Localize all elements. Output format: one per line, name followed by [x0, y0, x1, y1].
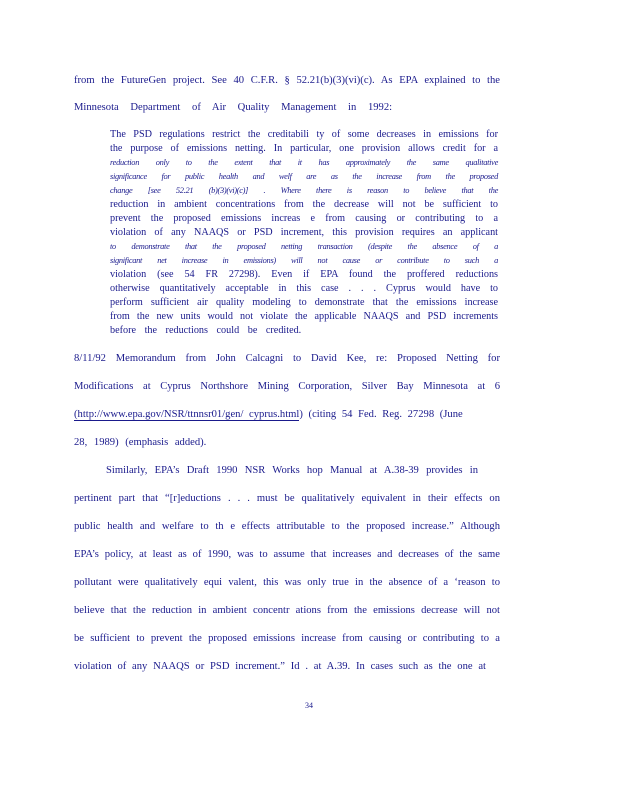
quote-line: violation of any NAAQS or PSD increment, this provision requires an applicant [110, 227, 498, 238]
quote-line: reduction only to the extent that it has approximately the same qualitative [110, 158, 498, 167]
citation-text: ) (citing 54 Fed. Reg. 27298 (June [299, 409, 463, 420]
quote-line: change [see 52.21 (b)(3)(vi)(c)] . Where there is reason to believe that the [110, 186, 498, 195]
text-line [74, 408, 500, 421]
quote-line: significant net increase in emissions) will not cause or contribute to such a [110, 256, 498, 265]
text-line: Similarly, EPA’s Draft 1990 NSR Works hop Manual at A.38-39 provides in [106, 465, 478, 476]
text-line: be sufficient to prevent the proposed emissions increase from causing or contributing to a [74, 633, 500, 644]
quote-line: prevent the proposed emissions increas e from causing or contributing to a [110, 213, 498, 224]
quote-line: The PSD regulations restrict the creditabili ty of some decreases in emissions for [110, 129, 498, 140]
quote-line: the purpose of emissions netting. In particular, one provision allows credit for a [110, 143, 498, 154]
citation-url-link[interactable]: (http://www.epa.gov/NSR/ttnnsr01/gen/ cyprus.html [74, 409, 300, 420]
quote-line: reduction in ambient concentrations from the decrease will not be sufficient to [110, 199, 498, 210]
quote-line: to demonstrate that the proposed netting transaction (despite the absence of a [110, 242, 498, 251]
text-line: pollutant were qualitatively equi valent, this was only true in the absence of a ‘reason to [74, 577, 500, 588]
quote-line: before the reductions could be credited. [110, 325, 302, 336]
quote-line: significance for public health and welf are as the increase from the proposed [110, 172, 498, 181]
text-line: pertinent part that “[r]eductions . . . must be qualitatively equivalent in their effects on [74, 493, 500, 504]
text-line: from the FutureGen project. See 40 C.F.R. § 52.21(b)(3)(vi)(c). As EPA explained to the [74, 75, 500, 86]
text-line: 28, 1989) (emphasis added). [74, 437, 207, 448]
text-line: believe that the reduction in ambient concentr ations from the emissions decrease will not [74, 605, 500, 616]
text-line: 8/11/92 Memorandum from John Calcagni to David Kee, re: Proposed Netting for [74, 353, 500, 364]
page-number: 34 [305, 701, 313, 710]
text-line: Minnesota Department of Air Quality Management in 1992: [74, 102, 393, 113]
text-line: EPA’s policy, at least as of 1990, was to assume that increases and decreases of the same [74, 549, 500, 560]
text-line: Modifications at Cyprus Northshore Mining Corporation, Silver Bay Minnesota at 6 [74, 381, 500, 392]
text-line: violation of any NAAQS or PSD increment.” Id . at A.39. In cases such as the one at [74, 661, 486, 672]
quote-line: perform sufficient air quality modeling to demonstrate that the emissions increase [110, 297, 498, 308]
quote-line: otherwise quantitatively acceptable in this case . . . Cyprus would have to [110, 283, 498, 294]
text-line: public health and welfare to th e effects attributable to the proposed increase.” Although [74, 521, 500, 532]
quote-line: from the new units would not violate the applicable NAAQS and PSD increments [110, 311, 498, 322]
quote-line: violation (see 54 FR 27298). Even if EPA found the proffered reductions [110, 269, 498, 280]
